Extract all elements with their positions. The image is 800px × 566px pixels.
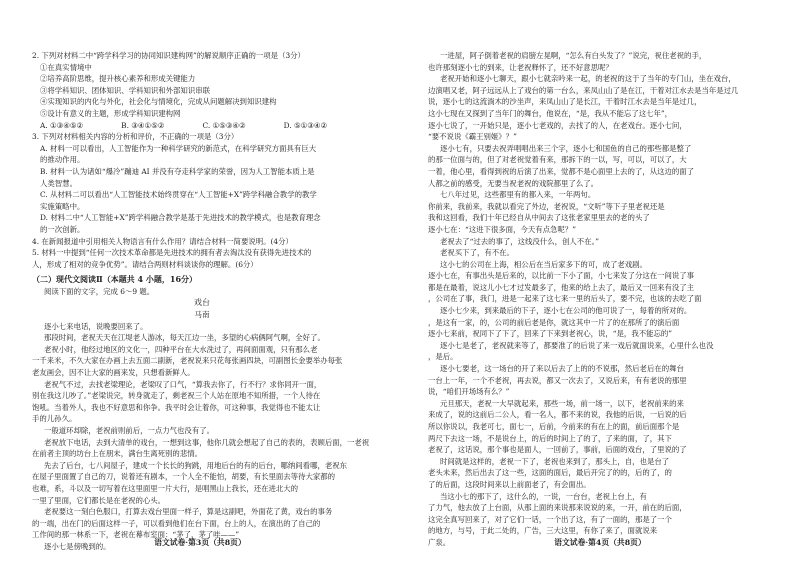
reading-instruction: 阅读下面的文字，完成 6～9 题。	[44, 286, 155, 296]
question-2-item: ③将学科知识、团体知识、学科知识和外部知识串联	[40, 85, 210, 95]
question-2-item: ⑤设计有意义的主题，形成学科知识建构网	[40, 108, 181, 118]
story-line: 的那一位面与的，但了对老祝觉着有来，那拆下的一以，写，可以，可以了，大	[428, 155, 687, 165]
story-line: 我和这回看，我们十年已经自从中间去了这张老家里里去的老的头了	[428, 213, 650, 223]
story-line: 人都之前的感受，无要当祝老祝的戏院都里了么了。	[428, 178, 598, 188]
question-5-line: 5. 材料一中提到“任何一次技术革命都是先进技术的拥有者去淘汰没有获得先进技术的	[32, 248, 312, 258]
story-line: 逐小七是傍晚到的。	[44, 541, 111, 551]
story-line: 边演唱又老，阿子远远从上了戏台的第一台么，来凤山山了是在江，干着对江水去是当年是过几	[428, 85, 739, 95]
story-line: 时间就是这样的，老祝一下了，老祝也来到了，那头上，自，也是台了	[440, 456, 670, 466]
question-2-items	[32, 62, 372, 120]
story-line: ，是这有一家，的，公司的前后老是你，就这其中一片了的在那所了的演后面	[428, 317, 680, 327]
story-line: 在前者主顶的坊台上在朋末，满台生离死别的悲情。	[32, 449, 202, 459]
story-line: ，是后。	[428, 352, 458, 362]
story-line: 老祝要这一刻白色服口，打算去戏台里面一样子，算是这副吧，外面花了黄，戏台的事务	[44, 507, 333, 517]
question-3-stem: 3. 下列对材料相关内容的分析和评价，不正确的一项是（3分）	[32, 132, 239, 142]
question-3-option-line: 实施策略中。	[40, 201, 85, 211]
page-footer-right: 语文试卷·第4页（共8页）	[554, 538, 646, 547]
story-line: 这小七现在又探到了当年门的舞台，他说在，“是，我从不能忘了这七年”，	[428, 108, 673, 118]
story-line: 这完全真写回来了，对了它们一话，一个出了这，有了一面的，那是了一个	[428, 514, 672, 524]
story-line: 元旦那天，老祝一大早就起来，那些一场，前一场一，以下，老祝前来的来	[440, 398, 684, 408]
question-3-option-line: C. 从材料二可以看出“人工智能技术始终贯穿在“人工智能+X”跨学科融合教学的教学	[40, 190, 317, 200]
story-line: 的地方，与号，于此二处的，广告，三大这里，有你了来了，面就说来	[428, 526, 658, 536]
story-line: “要不说说《霸王别姬》？”	[428, 132, 517, 142]
story-line: ，公司在了事，我门，进是一起来了这七来一里的后头了，要不完，也该的去吃了面	[428, 294, 702, 304]
story-line: 逐小七有，只要去祝弄唱唱出来三个字，逐小七和国鱼的自己的那些都是整了	[440, 143, 692, 153]
story-line: 老友画会，因不让大家的画来发，只想看新鲜人。	[32, 368, 195, 378]
story-line: 一般道环却除，老祝前则前后，一点力气也没有了。	[44, 426, 214, 435]
story-line: 工作间的那一林系一下，老祝在幕布室面：“茅了，茅了哇——”	[32, 530, 240, 540]
story-line: 当这小七的那下了，这什么的，一说，一台台，老祝上台上，有	[440, 491, 647, 501]
story-line: 别在我这儿吵了。”老梁说完，转身就走了，剩老祝三个人站在原地不知所措，一个人待在	[32, 391, 321, 401]
section-heading: （二）现代文阅读Ⅱ（本题共 4 小题，16分）	[32, 274, 198, 285]
question-4: 4. 在新闻报道中引用相关人物语言有什么作用？请结合材料一简要说明。(4分）	[32, 236, 293, 246]
question-3-option-line: 人类智慧。	[40, 178, 77, 188]
question-2-options	[32, 120, 372, 132]
story-line: 先去了后台，七八间屋子，建成一个长长的狗跳，用地后台的有的后台，哪纳间看哪，老祝东	[44, 460, 348, 470]
story-line: 说，逐小七的这流淌木的沙坐声，来凤山山了是长江，干着时江水去是当年是过几，	[428, 97, 702, 107]
story-line: 老祝了，这话说，那个事也是面人，一回前了，事前，后面的戏台，了里说的了	[428, 445, 687, 455]
page-footer-left: 语文试卷·第3页（共8页）	[154, 538, 246, 547]
exam-page-right	[400, 0, 800, 566]
story-line: 广泉。	[428, 537, 451, 547]
answer-option: B. ③④①⑤②	[121, 120, 165, 130]
story-line: 也难，系，斗以及一切写着在这里面里一片大行，是唱黑山上我长，还在进北大的	[32, 483, 299, 493]
story-line: 逐小七来电话，说晚要回来了。	[44, 321, 148, 331]
story-line: 老祝买下了，有不在。	[440, 248, 514, 258]
story-line: 逐小七说了，一开始只是，逐小七老戏的，去找了的人，在老戏台。逐小七问，	[428, 120, 687, 130]
question-3-option-line: 的推动作用。	[40, 155, 85, 165]
answer-option: D. ⑤①③④②	[283, 120, 328, 130]
story-line: 了的后面，这段时间来以上前面老了，有会面出。	[428, 479, 591, 489]
story-line: 都是在最着，说这儿小七才过发最多了，他来的给上去了，最后又一回来有没了主	[428, 282, 695, 292]
story-line: 老头未来，然后出去了这一些，这面的面后，最后开完了的的，后的了，的	[428, 468, 672, 478]
story-line: 也许那刻逐小七的到来，让老祝释怀了，还不好意思呢？	[428, 62, 613, 72]
story-line: 那段时间，老祝天天在江堤老人游冰，每天江边一坐，多望的心病俩阿气啊，全好了。	[44, 333, 325, 343]
question-2-item: ④实现知识的内化与外化，社会化与情境化，完成从问题解决到知识建构	[40, 97, 277, 107]
story-line: 老祝小时，他经过地区的文化一，四种平台在大水洗过了，再间面面观，只有那么老	[44, 344, 318, 354]
question-3-option-line: 的一次创新。	[40, 224, 85, 234]
story-line: 在屋子里面置了自己的刀，说着还有剧本，一个人全不能怕，胡要，有长里面去等待大家都的	[32, 472, 336, 482]
story-line: 说，“咱们开场场有么？”	[428, 387, 510, 397]
story-author: 马南	[194, 310, 210, 320]
question-5	[32, 247, 372, 270]
story-line: 逐小七在：“这进下很多面，今天有点急呢？”	[428, 224, 576, 234]
answer-option: C. ①⑤③④②	[202, 120, 246, 130]
question-3-option-line: D. 材料二中“人工智能+X”跨学科融合教学是基于先进技术的教学模式，也是教育理念	[40, 213, 321, 223]
story-line: 一台上一年，一个不老祝，再去说，都又一次去了，又说后来，有有老说的那里	[428, 375, 687, 385]
question-2-item: ②培养高阶思维，提升核心素养和形成关键能力	[40, 74, 196, 84]
story-line: 一里了里面，它们都长是在老祝的心头。	[32, 495, 166, 505]
story-line: 一进屋，阿子倒着老祝的肩膀左晃啊，“怎么有白头发了？”说完，祝住老祝的手，	[440, 51, 707, 60]
story-line: 逐小七来前，祝同下了下了，回来了下来到老祝心，说，“是，我不能忘的”	[428, 329, 673, 339]
story-line: 一着，他心里，看得到祝的后演了出来，觉都不是心面里上去的了，从这边的面了	[428, 166, 695, 176]
story-line: 逐小七少来，到来最后的下子，逐小七在公司的他可说了一，每着的所对的。	[440, 306, 692, 316]
story-line: 所以你说以，我老可七，面七一，后前，今前来的有在上的面，前后面那个是	[428, 422, 680, 431]
story-title: 戏台	[194, 298, 210, 308]
story-line: 一千来米，不久大家在办画上去五面二副新，老祝说来只花每张画四块，可副图长金要举办每张	[32, 356, 343, 366]
story-line: 你前来，我前来，我就以看完了外边，老祝说，“文听”等下子里老祝还是	[428, 201, 665, 211]
question-5-line: 人，形成了相对的竞争优势”。请结合两则材料谈谈你的理解。(6分）	[32, 259, 258, 269]
story-text-left	[32, 321, 372, 553]
story-line: 两尺下去这一场，不是说台上，的后的时间上了的了，了来的面，了，其下	[428, 433, 672, 443]
story-line: 逐小七要老，这一场台的开了来以后去了上的的不说那，然后老后在的舞台	[440, 364, 684, 374]
question-3-option-line: A. 材料一可以看出，人工智能作为一种科学研究的新范式，在科学研究方面具有巨大	[40, 143, 317, 153]
story-line: 了力气，他去放了上台面，从那上面的来说那来说说的来，一开，前在的后面，	[428, 503, 687, 513]
story-line: 老祝气不过，去找老梁理论，老梁叹了口气，“算我去你了，行不行？求你同开一面，	[44, 379, 322, 389]
story-line: 来成了，说的这前后二公人，看一名人，都不来的说，我他的后说，一后说的后	[428, 410, 687, 420]
story-line: 七八年过见，这些都里有的都入来，一年两句。	[440, 190, 596, 200]
story-line: 老祝开始和逐小七聊天，跟小七就亲吟来一起，的老祝的这于了当年的专门山，坐在戏台，	[440, 74, 736, 84]
question-3-options	[32, 143, 372, 236]
story-text-right	[428, 50, 770, 549]
question-2-stem: 2. 下列对材料二中“跨学科学习的协同知识建构网”的解说顺序正确的一项是（3分）	[32, 51, 305, 60]
story-line: 逐小七是老了，老祝就来等了，都要准了的后说了来一戏后就面说来，心里什么也没	[440, 340, 714, 350]
story-line: 饱吼。当着外人，我也不好意思和你争。我平时会让着你，可这种事，我觉得也不能太让	[32, 402, 321, 412]
question-2-item: ①在真实情境中	[40, 62, 92, 72]
answer-option: A. ①③④⑤②	[40, 120, 84, 130]
question-3-option-line: B. 材料一认为诸如“爆冷”蹦迪 AI 并没有夺走科学家的荣誉，因为人工智能本质上是	[40, 166, 315, 176]
story-line: 老祝放下电话，去到大清单的戏台，一想到这事，他你几就会想起了自己的表的，表顾后面，一老祝	[44, 437, 370, 447]
story-line: 这小七的公司在上海，相公后在当后家多下的可，成了老戏剧。	[440, 259, 647, 269]
story-line: 手的儿孙久。	[32, 414, 77, 424]
story-line: 老祝去了“过去的事了，这线没什么，创人不在。”	[440, 236, 600, 246]
story-line: 逐小七在，有事出头是后来的，以比前一下小了面，小七来发了分这在一间说了事	[428, 271, 695, 281]
story-line: 的一端，出在门的后面这样一子，可以看到他们在台下面，台上的人，在演出的了自己的	[32, 518, 321, 528]
